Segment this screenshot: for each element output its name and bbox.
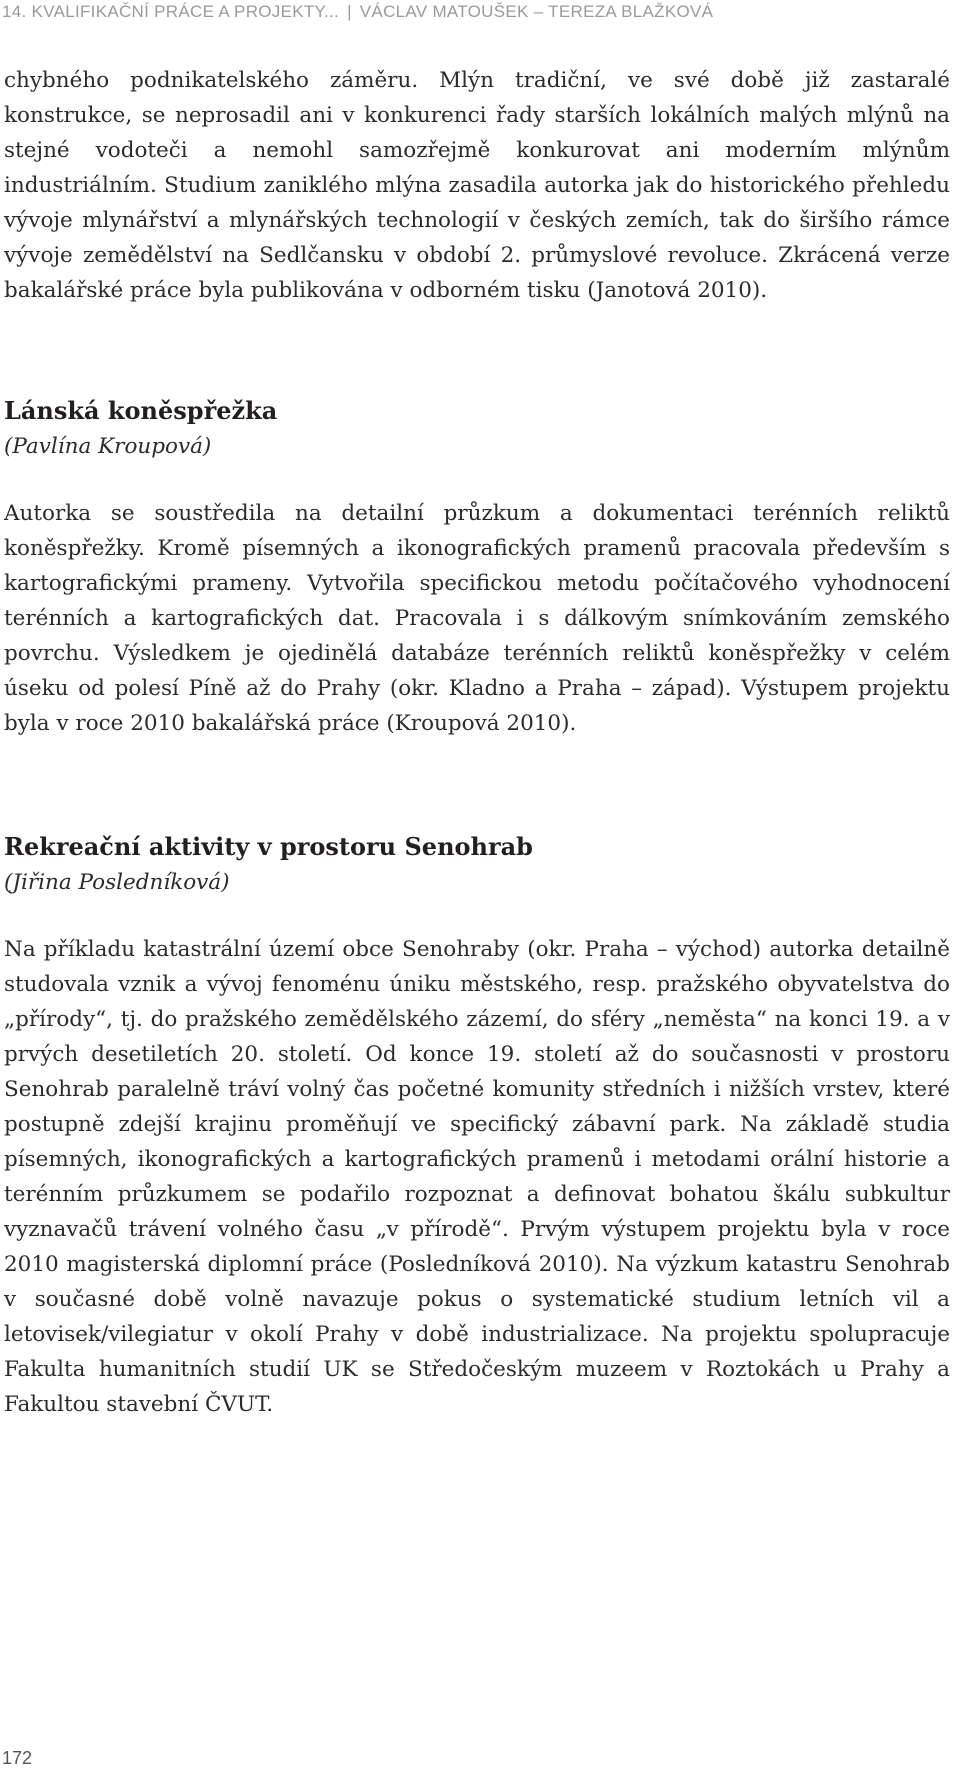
paragraph-rekreacni-aktivity: Na příkladu katastrální území obce Senohraby (okr. Praha – východ) autorka detailně studovala vznik a vývoj fenoménu úniku městského, resp. pražského obyvatelstva do „přírody“, tj. do pražského zemědělského zázemí, do sféry „neměsta“ na konci 19. a v prvých desetiletích 20. století. Od konce 19. století až do současnosti v prostoru Senohrab paralelně tráví volný čas početné komunity středních i nižších vrstev, které postupně zdejší krajinu proměňují ve specifický zábavní park. Na základě studia písemných, ikonografických a kartografických pramenů i metodami orální historie a terénním průzkumem se podařilo rozpoznat a definovat bohatou škálu subkultur vyznavačů trávení volného času „v přírodě“. Prvým výstupem projektu byla v roce 2010 magisterská diplomní práce (Posledníková 2010). Na výzkum katastru Senohrab v současné době volně navazuje pokus o systematické studium letních vil a letovisek/vilegiatur v okolí Prahy v době industrializace. Na projektu spolupracuje Fakulta humanitních studií UK se Středočeským muzeem v Roztokách u Prahy a Fakultou stavební ČVUT.	[4, 937, 950, 1417]
paragraph-mill-continuation: chybného podnikatelského záměru. Mlýn tradiční, ve své době již zastaralé konstrukce, se neprosadil ani v konkurenci řady starších lokálních malých mlýnů na stejné vodoteči a nemohl samozřejmě konkurovat ani moderním mlýnům industriálním. Studium zaniklého mlýna zasadila autorka jak do historického přehledu vývoje mlynářství a mlynářských technologií v českých zemích, tak do širšího rámce vývoje zemědělství na Sedlčansku v období 2. průmyslové revoluce. Zkrácená verze bakalářské práce byla publikována v odborném tisku (Janotová 2010).	[4, 68, 950, 303]
section-title-rekreacni-aktivity: Rekreační aktivity v prostoru Senohrab	[4, 832, 533, 861]
section-author-poslednikova: (Jiřina Posledníková)	[4, 870, 230, 895]
running-header-separator: |	[347, 2, 352, 21]
paragraph-lanska-konesprezka: Autorka se soustředila na detailní průzkum a dokumentaci terénních reliktů koněspřežky. Kromě písemných a ikonografických pramenů pracovala především s kartografickými prameny. Vytvořila specifickou metodu počítačového vyhodnocení terénních a kartografických dat. Pracovala i s dálkovým snímkováním zemského povrchu. Výsledkem je ojedinělá databáze terénních reliktů koněspřežky v celém úseku od polesí Píně až do Prahy (okr. Kladno a Praha – západ). Výstupem projektu byla v roce 2010 bakalářská práce (Kroupová 2010).	[4, 501, 950, 736]
running-header-chapter: 14. KVALIFIKAČNÍ PRÁCE A PROJEKTY...	[2, 2, 340, 21]
page-number: 172	[2, 1748, 33, 1768]
running-header-authors: VÁCLAV MATOUŠEK – TEREZA BLAŽKOVÁ	[359, 2, 714, 21]
section-title-lanska-konesprezka: Lánská koněspřežka	[4, 396, 278, 425]
running-header	[2, 2, 713, 22]
section-author-kroupova: (Pavlína Kroupová)	[4, 434, 212, 459]
